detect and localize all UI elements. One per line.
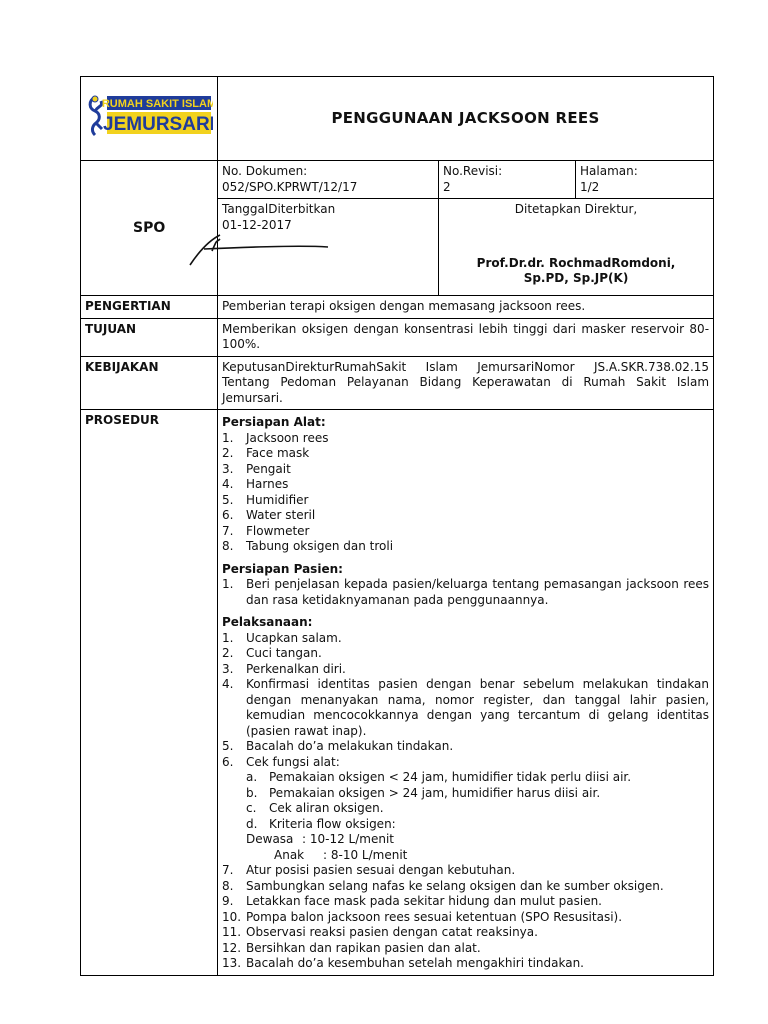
list-number: 10. bbox=[222, 909, 242, 924]
list-number: 12. bbox=[222, 940, 242, 955]
list-text: Water steril bbox=[246, 508, 316, 522]
list-number: a. bbox=[246, 770, 258, 784]
list-item bbox=[222, 677, 709, 739]
list-number: 2. bbox=[222, 646, 234, 660]
list-number: 1. bbox=[222, 430, 234, 445]
flow-criteria bbox=[222, 832, 709, 863]
pelaksanaan-list-cont bbox=[222, 863, 709, 972]
list-number: 1. bbox=[222, 630, 234, 645]
list-item bbox=[222, 577, 709, 608]
list-text: Atur posisi pasien sesuai dengan kebutuhan. bbox=[246, 863, 516, 877]
tanggal-label: TanggalDiterbitkan bbox=[222, 202, 336, 216]
list-item bbox=[222, 755, 709, 771]
step-number: 6. bbox=[222, 754, 234, 769]
alat-heading: Persiapan Alat: bbox=[222, 415, 326, 429]
list-number: 7. bbox=[222, 523, 234, 538]
list-number: 4. bbox=[222, 477, 234, 491]
list-text: Bacalah do’a melakukan tindakan. bbox=[246, 739, 454, 753]
spo-label: SPO bbox=[133, 220, 166, 236]
dewasa-value: : 10-12 L/menit bbox=[302, 832, 394, 846]
list-number: 7. bbox=[222, 863, 234, 877]
list-text: Ucapkan salam. bbox=[246, 630, 342, 645]
pelaksanaan-list bbox=[222, 631, 709, 755]
list-text: Face mask bbox=[246, 446, 310, 460]
list-number: 8. bbox=[222, 878, 234, 893]
list-item bbox=[246, 817, 709, 833]
no-revisi-cell bbox=[439, 161, 576, 199]
step6-text: Cek fungsi alat: bbox=[246, 754, 340, 769]
list-text: Harnes bbox=[246, 477, 289, 491]
anak-label: Anak bbox=[274, 847, 305, 862]
prosedur-label: PROSEDUR bbox=[81, 410, 218, 976]
logo-line2: JEMURSARI bbox=[103, 114, 213, 136]
list-item bbox=[222, 879, 709, 895]
kebijakan-label: KEBIJAKAN bbox=[81, 356, 218, 410]
list-text: Beri penjelasan kepada pasien/keluarga tentang pemasangan jacksoon rees dan rasa ketidaknyamanan pada penggunaannya. bbox=[246, 577, 710, 607]
list-item bbox=[222, 956, 709, 972]
pengertian-label: PENGERTIAN bbox=[81, 296, 218, 319]
no-dokumen-label: No. Dokumen: bbox=[222, 164, 308, 178]
list-text: Observasi reaksi pasien dengan catat reaksinya. bbox=[246, 925, 538, 939]
director-signature bbox=[158, 217, 338, 277]
list-number: 8. bbox=[222, 539, 234, 553]
list-text: Humidifier bbox=[246, 492, 309, 507]
list-item bbox=[222, 508, 709, 524]
list-number: 5. bbox=[222, 492, 234, 507]
tanggal-cell bbox=[218, 199, 439, 296]
pasien-heading: Persiapan Pasien: bbox=[222, 561, 343, 576]
list-text: Tabung oksigen dan troli bbox=[246, 539, 394, 553]
ditetapkan-cell bbox=[439, 199, 714, 296]
pelaksanaan-step6 bbox=[222, 755, 709, 771]
kebijakan-text: KeputusanDirekturRumahSakit Islam JemursariNomor JS.A.SKR.738.02.15 Tentang Pedoman Pelayanan Bidang Keperawatan di Rumah Sakit Islam Jemursari. bbox=[218, 356, 714, 410]
logo-line1: RUMAH SAKIT ISLAM bbox=[101, 98, 213, 111]
document-title: PENGGUNAAN JACKSOON REES bbox=[218, 77, 714, 161]
list-number: 3. bbox=[222, 461, 234, 476]
logo-cell bbox=[81, 77, 218, 161]
list-item bbox=[222, 493, 709, 509]
hospital-logo bbox=[85, 93, 213, 139]
list-number: 5. bbox=[222, 739, 234, 753]
list-number: c. bbox=[246, 801, 257, 815]
list-number: 9. bbox=[222, 894, 234, 908]
halaman-label: Halaman: bbox=[580, 164, 638, 178]
list-text: Cek aliran oksigen. bbox=[269, 801, 384, 815]
halaman-value: 1/2 bbox=[580, 179, 600, 194]
list-item bbox=[222, 477, 709, 493]
list-text: Perkenalkan diri. bbox=[246, 661, 346, 676]
list-text: Jacksoon rees bbox=[246, 430, 329, 445]
list-number: 2. bbox=[222, 446, 234, 460]
spo-document-table bbox=[80, 76, 714, 976]
list-text: Letakkan face mask pada sekitar hidung dan mulut pasien. bbox=[246, 894, 602, 908]
director-title: Sp.PD, Sp.JP(K) bbox=[523, 271, 629, 285]
list-text: Sambungkan selang nafas ke selang oksigen dan ke sumber oksigen. bbox=[246, 878, 664, 893]
list-text: Kriteria flow oksigen: bbox=[269, 816, 396, 831]
list-item bbox=[222, 524, 709, 540]
dewasa-label: Dewasa bbox=[246, 832, 294, 846]
list-item bbox=[222, 662, 709, 678]
list-text: Pemakaian oksigen > 24 jam, humidifier harus diisi air. bbox=[269, 785, 601, 800]
list-number: 4. bbox=[222, 677, 234, 691]
list-item bbox=[222, 910, 709, 926]
list-text: Bersihkan dan rapikan pasien dan alat. bbox=[246, 940, 481, 955]
list-item bbox=[222, 894, 709, 910]
alat-list bbox=[222, 431, 709, 555]
list-item bbox=[222, 631, 709, 647]
list-item bbox=[222, 646, 709, 662]
tujuan-label: TUJUAN bbox=[81, 318, 218, 356]
list-item bbox=[246, 770, 709, 786]
list-item bbox=[246, 801, 709, 817]
list-item bbox=[222, 739, 709, 755]
list-item bbox=[222, 462, 709, 478]
no-dokumen-value: 052/SPO.KPRWT/12/17 bbox=[222, 179, 358, 194]
anak-value: : 8-10 L/menit bbox=[323, 847, 408, 862]
list-text: Pompa balon jacksoon rees sesuai ketentuan (SPO Resusitasi). bbox=[246, 909, 623, 924]
no-dokumen-cell bbox=[218, 161, 439, 199]
list-item bbox=[222, 539, 709, 555]
list-text: Cuci tangan. bbox=[246, 646, 322, 660]
list-text: Pengait bbox=[246, 461, 291, 476]
list-text: Konfirmasi identitas pasien dengan benar sebelum melakukan tindakan dengan menanyakan nama, nomor register, dan tanggal lahir pasien, kemudian mencocokkannya dengan yang tercantum di gelang identitas (pasien rawat inap). bbox=[246, 677, 710, 738]
list-number: 6. bbox=[222, 508, 234, 522]
step6-sublist bbox=[222, 770, 709, 832]
dewasa-row bbox=[246, 832, 709, 848]
list-number: 11. bbox=[222, 925, 242, 939]
list-number: 13. bbox=[222, 956, 242, 970]
list-number: 1. bbox=[222, 577, 234, 591]
anak-row bbox=[246, 848, 709, 864]
list-number: d. bbox=[246, 816, 258, 831]
list-item bbox=[246, 786, 709, 802]
tanggal-value: 01-12-2017 bbox=[222, 217, 292, 232]
list-text: Bacalah do’a kesembuhan setelah mengakhiri tindakan. bbox=[246, 956, 584, 970]
tujuan-text: Memberikan oksigen dengan konsentrasi lebih tinggi dari masker reservoir 80-100%. bbox=[218, 318, 714, 356]
list-text: Flowmeter bbox=[246, 523, 310, 538]
prosedur-content bbox=[218, 410, 714, 976]
pasien-list bbox=[222, 577, 709, 608]
pelaksanaan-heading: Pelaksanaan: bbox=[222, 615, 313, 629]
list-item bbox=[222, 925, 709, 941]
no-revisi-label: No.Revisi: bbox=[443, 164, 503, 178]
list-number: 3. bbox=[222, 661, 234, 676]
no-revisi-value: 2 bbox=[443, 179, 451, 194]
list-item bbox=[222, 941, 709, 957]
ditetapkan-label: Ditetapkan Direktur, bbox=[514, 202, 638, 216]
list-number: b. bbox=[246, 785, 258, 800]
list-item bbox=[222, 446, 709, 462]
list-text: Pemakaian oksigen < 24 jam, humidifier tidak perlu diisi air. bbox=[269, 770, 632, 784]
list-item bbox=[222, 431, 709, 447]
director-name: Prof.Dr.dr. RochmadRomdoni, bbox=[476, 255, 676, 270]
list-item bbox=[222, 863, 709, 879]
halaman-cell bbox=[576, 161, 714, 199]
pengertian-text: Pemberian terapi oksigen dengan memasang jacksoon rees. bbox=[218, 296, 714, 319]
